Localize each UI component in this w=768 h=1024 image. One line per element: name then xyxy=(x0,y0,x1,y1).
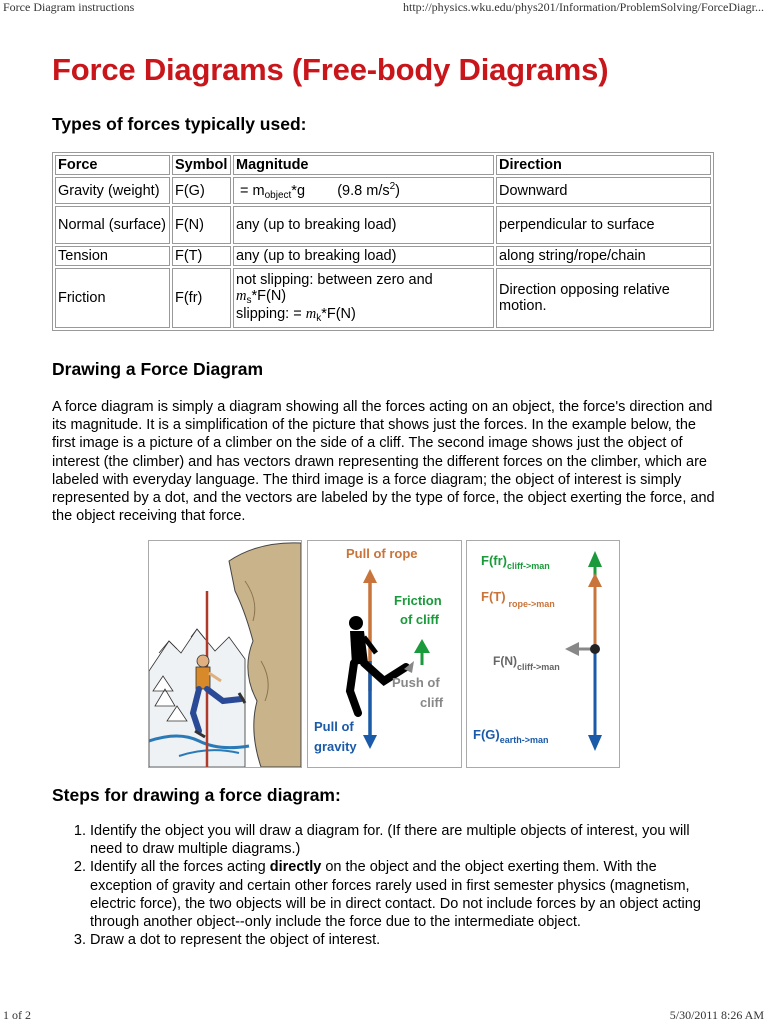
col-header-direction: Direction xyxy=(496,155,711,175)
col-header-symbol: Symbol xyxy=(172,155,231,175)
label-gravity-line1: Pull of xyxy=(314,719,354,734)
cell-magnitude: any (up to breaking load) xyxy=(233,246,494,266)
mag-text: *F(N) xyxy=(321,306,356,322)
label-fn-main: F(N) xyxy=(493,654,517,668)
print-header xyxy=(0,0,768,16)
label-ft-sub: rope->man xyxy=(508,599,555,609)
mag-subscript: s xyxy=(246,295,252,306)
label-friction-line1: Friction xyxy=(394,593,442,608)
document-body xyxy=(52,52,720,949)
page-count: 1 of 2 xyxy=(3,1008,31,1022)
description-paragraph: A force diagram is simply a diagram showing all the forces acting on an object, the force's direction and its magnitude. It is a simplification of the picture that shows just the forces. In the example below, the first image is a picture of a climber on the side of a cliff. The second image shows just the object of interest (the climber) and has vectors drawn representing the different forces on the climber, which are labeled with everyday language. The third image is a force diagram; the object of interest is simply represented by a dot, and the vectors are labeled by the type of force, the object exerting the force, and the object receiving that force. xyxy=(52,399,715,525)
drawing-heading: Drawing a Force Diagram xyxy=(52,359,264,379)
cell-magnitude xyxy=(233,268,494,328)
print-footer xyxy=(0,1006,768,1024)
mag-text: *F(N) xyxy=(251,288,287,304)
label-fg xyxy=(473,727,549,745)
cell-symbol: F(N) xyxy=(172,206,231,244)
table-header-row xyxy=(55,155,711,175)
steps-heading: Steps for drawing a force diagram: xyxy=(52,785,341,805)
label-ffr xyxy=(481,553,550,571)
mag-subscript: object xyxy=(264,189,292,201)
print-timestamp: 5/30/2011 8:26 AM xyxy=(669,1008,764,1022)
figures-row xyxy=(148,540,672,768)
label-fn-sub: cliff->man xyxy=(517,662,560,672)
cell-symbol: F(T) xyxy=(172,246,231,266)
cell-symbol: F(fr) xyxy=(172,268,231,328)
cell-force: Normal (surface) xyxy=(55,206,170,244)
mag-text: ) xyxy=(395,182,401,199)
cell-symbol: F(G) xyxy=(172,177,231,204)
mag-text: *g (9.8 m/s xyxy=(291,182,390,199)
mag-line: not slipping: between zero and xyxy=(236,272,433,288)
climber-picture xyxy=(148,540,302,768)
label-fn xyxy=(493,654,560,672)
cell-magnitude xyxy=(233,177,494,204)
climber-illustration xyxy=(149,541,301,767)
forces-table xyxy=(52,152,714,331)
list-item: 3. Draw a dot to represent the object of interest. xyxy=(90,931,720,949)
table-row xyxy=(55,206,711,244)
col-header-force: Force xyxy=(55,155,170,175)
page-title: Force Diagrams (Free-body Diagrams) xyxy=(52,52,609,87)
col-header-magnitude: Magnitude xyxy=(233,155,494,175)
table-row xyxy=(55,246,711,266)
mag-text: = m xyxy=(236,182,265,199)
label-ft xyxy=(481,589,555,609)
label-ffr-main: F(fr) xyxy=(481,553,507,568)
list-item xyxy=(90,858,720,931)
cell-magnitude: any (up to breaking load) xyxy=(233,206,494,244)
climber-vectors-diagram xyxy=(308,541,461,767)
mag-text: slipping: = xyxy=(236,306,306,322)
label-push-line2: cliff xyxy=(420,695,444,710)
mag-subscript: k xyxy=(316,313,322,324)
mu-symbol: m xyxy=(236,288,247,304)
header-url[interactable]: http://physics.wku.edu/phys201/Information/ProblemSolving/ForceDiagr... xyxy=(403,0,764,14)
mag-line xyxy=(236,306,491,324)
label-fg-sub: earth->man xyxy=(499,735,549,745)
step-text: Identify all the forces acting xyxy=(90,859,270,876)
table-row xyxy=(55,268,711,328)
table-row xyxy=(55,177,711,204)
label-pull-of-rope: Pull of rope xyxy=(346,546,418,561)
cell-force: Gravity (weight) xyxy=(55,177,170,204)
step-text: on the object and the object exerting them. With the exception of gravity and certain other forces rarely used in first semester physics (magnetism, electric force), the two objects will be in direct contact. Do not include forces by an object acting through another object--only include the force due to the intermediate object. xyxy=(90,859,701,931)
mag-superscript: 2 xyxy=(389,180,396,192)
types-heading: Types of forces typically used: xyxy=(52,114,307,134)
header-title: Force Diagram instructions xyxy=(3,0,135,14)
mag-line xyxy=(236,288,491,306)
step-emphasis: directly xyxy=(269,859,322,876)
cell-force: Tension xyxy=(55,246,170,266)
mu-symbol: m xyxy=(305,306,317,322)
free-body-diagram-picture xyxy=(466,540,620,768)
label-friction-line2: of cliff xyxy=(400,612,439,627)
cell-force: Friction xyxy=(55,268,170,328)
free-body-diagram xyxy=(467,541,619,767)
steps-list xyxy=(52,822,720,949)
cell-direction: Direction opposing relative motion. xyxy=(496,268,711,328)
cell-direction: along string/rope/chain xyxy=(496,246,711,266)
label-fg-main: F(G) xyxy=(473,727,500,742)
cell-direction: Downward xyxy=(496,177,711,204)
label-ft-main: F(T) xyxy=(481,589,506,604)
label-ffr-sub: cliff->man xyxy=(507,561,550,571)
label-push-line1: Push of xyxy=(392,675,440,690)
label-gravity-line2: gravity xyxy=(314,739,357,754)
climber-vectors-picture xyxy=(307,540,462,768)
cell-direction: perpendicular to surface xyxy=(496,206,711,244)
list-item: 1. Identify the object you will draw a diagram for. (If there are multiple objects of interest, you will need to draw multiple diagrams.) xyxy=(90,822,720,858)
